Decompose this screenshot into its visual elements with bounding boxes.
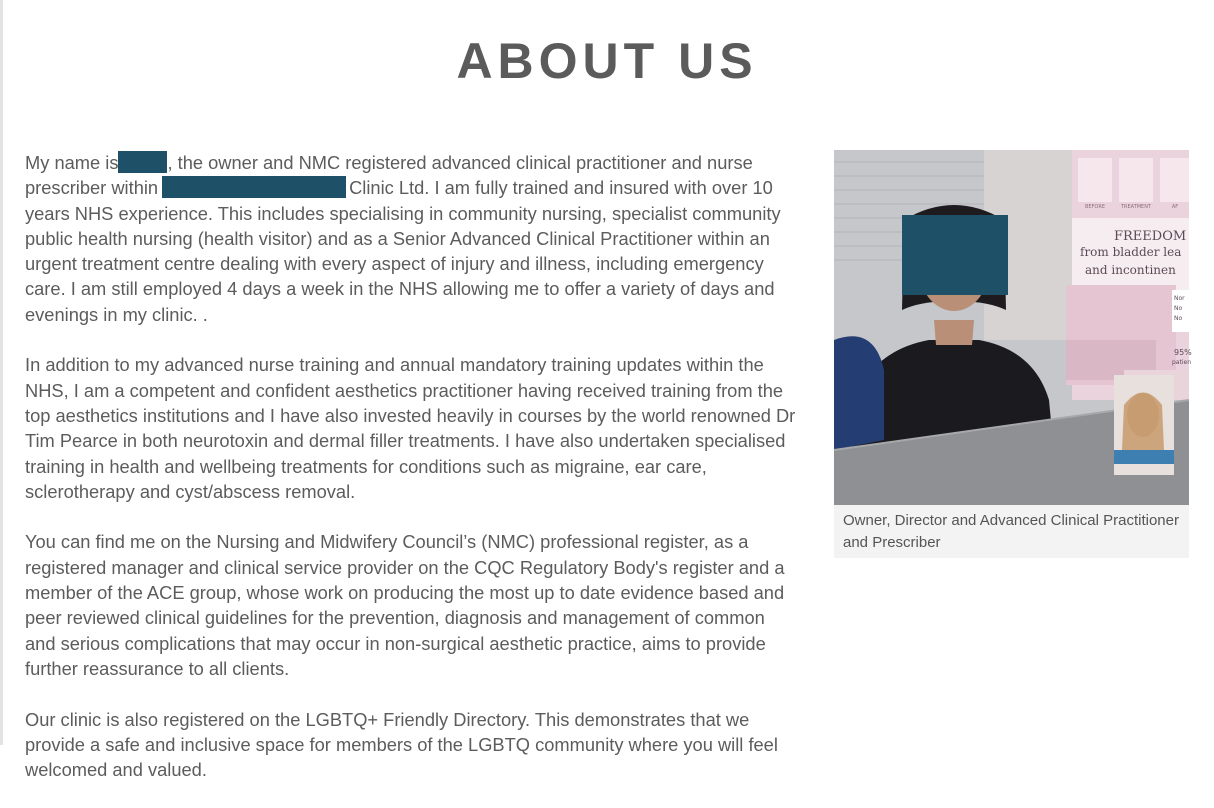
about-text xyxy=(25,150,800,808)
owner-photo xyxy=(834,150,1192,505)
poster-side-text-3: No xyxy=(1174,315,1183,322)
poster-stat: 95% xyxy=(1174,348,1192,357)
poster-headline-3: and incontinen xyxy=(1085,263,1176,277)
poster-side-text-2: No xyxy=(1174,305,1183,312)
figure-caption: Owner, Director and Advanced Clinical Practitioner and Prescriber xyxy=(843,512,1179,551)
paragraph-training: In addition to my advanced nurse training and annual mandatory training updates within the NHS, I am a competent and confident aesthetics practitioner having received training from the top aesthetics institutions and I have also invested heavily in courses by the world renowned Dr Tim Pearce in both neurotoxin and dermal filler treatments. I have also undertaken specialised training in health and wellbeing treatments for conditions such as migraine, ear care, sclerotherapy and cyst/abscess removal. xyxy=(25,354,796,502)
paragraph-intro xyxy=(25,150,800,327)
owner-figure xyxy=(834,150,1192,558)
page-title: ABOUT US xyxy=(456,33,758,89)
owner-photo-illustration xyxy=(834,150,1192,505)
poster-stat-sub: patien xyxy=(1172,359,1191,366)
poster-label-after: AF xyxy=(1171,204,1179,210)
paragraph-registration: You can find me on the Nursing and Midwifery Council’s (NMC) professional register, as a registered manager and clinical service provider on the CQC Regulatory Body's register and a member of the ACE group, whose work on producing the most up to date evidence based and peer reviewed clinical guidelines for the prevention, diagnosis and management of common and serious complications that may occur in non-surgical aesthetic practice, aims to provide further reassurance to all clients. xyxy=(25,531,785,679)
poster-label-before: BEFORE xyxy=(1084,204,1106,210)
poster-side-text-1: Nor xyxy=(1174,295,1185,302)
poster-label-treatment: TREATMENT xyxy=(1120,204,1152,210)
redacted-name xyxy=(118,151,167,173)
redacted-face xyxy=(902,215,1008,295)
paragraph-lgbtq: Our clinic is also registered on the LGBTQ+ Friendly Directory. This demonstrates that we provide a safe and inclusive space for members of the LGBTQ community where you will feel welcomed and valued. xyxy=(25,708,778,781)
poster-headline: FREEDOM xyxy=(1114,229,1187,244)
intro-experience-text: Clinic Ltd. I am fully trained and insured with over 10 years NHS experience. This includes specialising in community nursing, specialist community public health nursing (health visitor) and as a Senior Advanced Clinical Practitioner within an urgent treatment centre dealing with every aspect of injury and illness, including emergency care. I am still employed 4 days a week in the NHS allowing me to offer a variety of days and evenings in my clinic. . xyxy=(25,177,781,325)
poster-headline-2: from bladder lea xyxy=(1080,245,1182,259)
intro-text: My name is xyxy=(25,152,119,173)
left-border xyxy=(0,0,3,745)
redacted-clinic-name xyxy=(162,176,346,198)
intro-role-text: , the owner and NMC registered advanced clinical practitioner and nurse prescriber within xyxy=(25,152,753,199)
